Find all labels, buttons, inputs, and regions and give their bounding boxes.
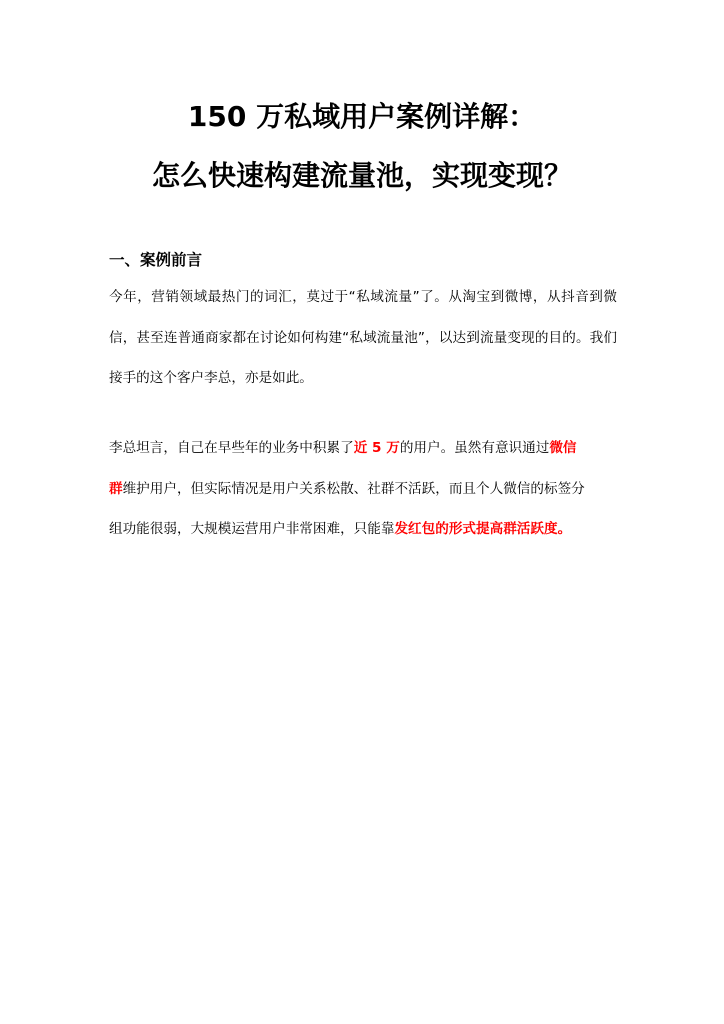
- highlight-wechat: 微信: [549, 440, 577, 456]
- paragraph-client-line3: [109, 509, 617, 550]
- page-title-line2: 怎么快速构建流量池，实现变现？: [151, 159, 572, 192]
- paragraph-client-line2: [109, 469, 617, 510]
- paragraph-text: 的用户。虽然有意识通过: [399, 440, 550, 456]
- paragraph-text: 李总坦言，自己在早些年的业务中积累了: [109, 440, 354, 456]
- highlight-user-count: 近 5 万: [353, 440, 400, 456]
- paragraph-client-line1: [109, 428, 617, 469]
- highlight-group: 群: [109, 480, 123, 497]
- highlight-red-packet: 发红包的形式提高群活跃度。: [394, 521, 572, 537]
- page-title-line1: 150 万私域用户案例详解：: [187, 100, 537, 133]
- paragraph-text: 组功能很弱，大规模运营用户非常困难，只能靠: [109, 521, 395, 537]
- section-heading: 一、案例前言: [109, 251, 203, 269]
- paragraph-text: 维护用户，但实际情况是用户关系松散、社群不活跃，而且个人微信的标签分: [122, 480, 585, 497]
- paragraph-client: [109, 428, 617, 550]
- paragraph-intro: 今年，营销领域最热门的词汇，莫过于“私域流量”了。从淘宝到微博，从抖音到微信，甚至连普通商家都在讨论如何构建“私域流量池”，以达到流量变现的目的。我们接手的这个客户李总，亦是如此。: [109, 289, 617, 386]
